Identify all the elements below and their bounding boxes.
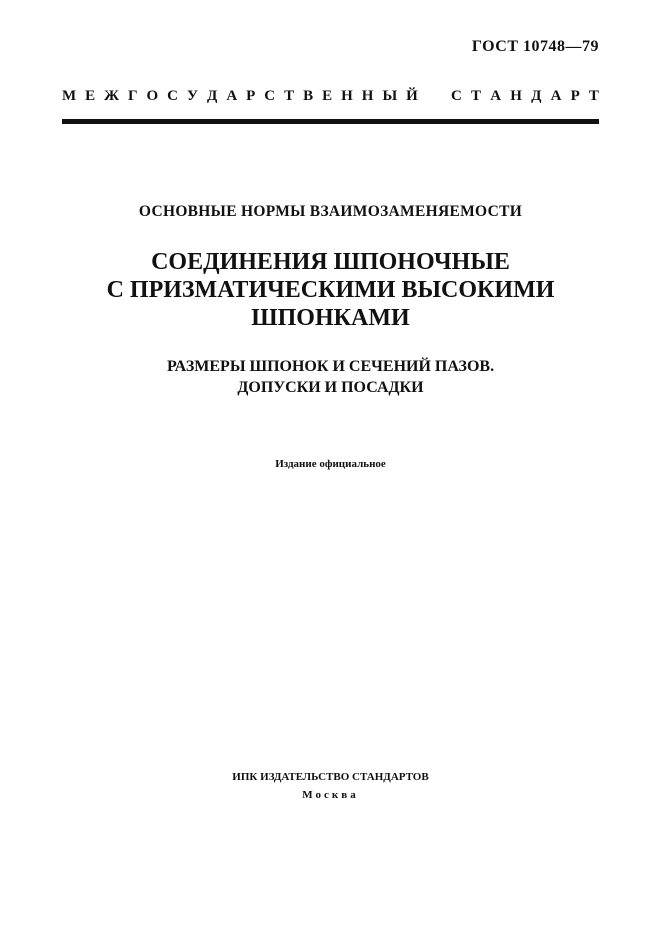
letter: Й [406,88,418,104]
letter: Е [85,88,96,104]
letter: Д [207,88,218,104]
standard-type-word-1 [62,88,418,105]
letter: Ж [104,88,119,104]
letter: Р [246,88,256,104]
letter: М [62,88,77,104]
subtitle-line: ДОПУСКИ И ПОСАДКИ [237,379,424,396]
letter: О [146,88,159,104]
letter: А [490,88,502,104]
letter: А [550,88,562,104]
subtitle-line: РАЗМЕРЫ ШПОНОК И СЕЧЕНИЙ ПАЗОВ. [166,358,495,375]
letter: С [167,88,179,104]
letter: С [264,88,276,104]
letter: Н [361,88,374,104]
edition-note: Издание официальное [275,458,386,470]
main-title [0,248,661,332]
subtitle [0,356,661,398]
document-number: ГОСТ 10748—79 [471,38,599,55]
standard-type-word-2 [451,88,599,105]
letter: Е [322,88,333,104]
letter: В [303,88,314,104]
publisher-name: ИПК ИЗДАТЕЛЬСТВО СТАНДАРТОВ [232,771,429,783]
letter: А [226,88,238,104]
standard-type-heading [62,88,599,105]
letter: Т [284,88,295,104]
letter: Р [570,88,580,104]
letter: Н [341,88,353,104]
letter: Ы [382,88,398,104]
letter: Т [588,88,599,104]
series-title: ОСНОВНЫЕ НОРМЫ ВЗАИМОЗАМЕНЯЕМОСТИ [138,203,523,220]
letter: Г [127,88,138,104]
main-title-line: ШПОНКАМИ [251,305,410,331]
header-divider [62,119,599,124]
letter: С [451,88,462,104]
publisher-city: Москва [302,789,359,801]
main-title-line: С ПРИЗМАТИЧЕСКИМИ ВЫСОКИМИ [106,277,555,303]
main-title-line: СОЕДИНЕНИЯ ШПОНОЧНЫЕ [151,249,510,275]
letter: Д [531,88,542,104]
letter: Н [510,88,522,104]
letter: У [187,88,199,104]
letter: Т [471,88,482,104]
